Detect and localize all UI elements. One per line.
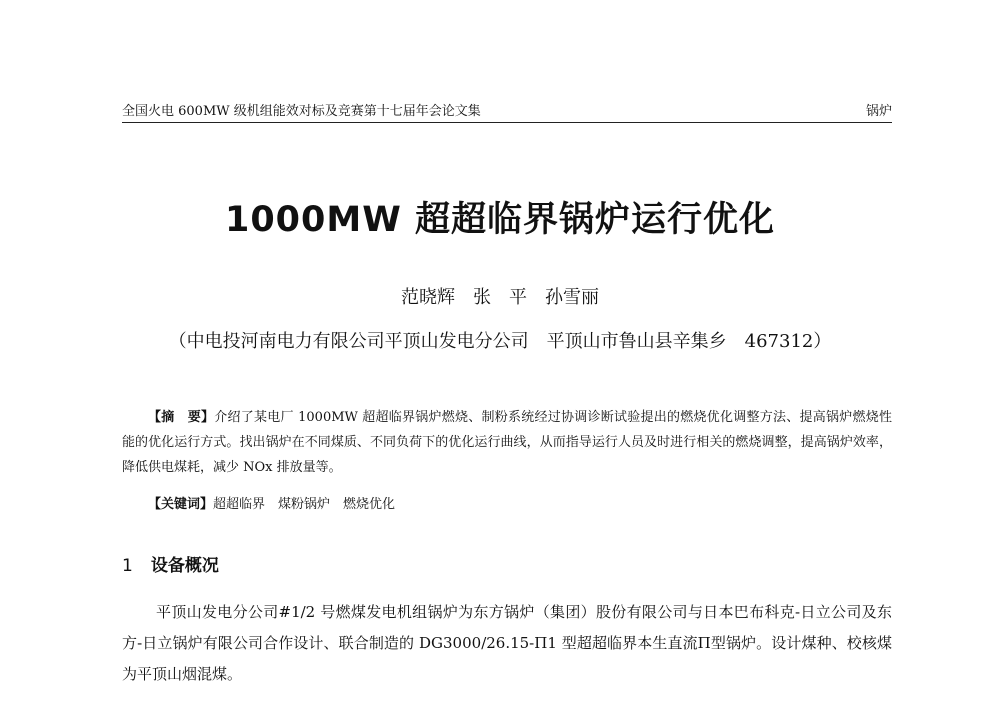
abstract [122,405,892,480]
body-paragraph: 平顶山发电分公司#1/2 号燃煤发电机组锅炉为东方锅炉（集团）股份有限公司与日本巴布科克-日立公司及东方-日立锅炉有限公司合作设计、联合制造的 DG3000/26.15-Π1 型超超临界本生直流Π型锅炉。设计煤种、校核煤为平顶山烟混煤。 [122,603,892,683]
author-affiliation: （中电投河南电力有限公司平顶山发电分公司 平顶山市鲁山县辛集乡 467312） [168,331,832,352]
paper-title: 1000MW 超超临界锅炉运行优化 [224,200,776,240]
abstract-label: 【摘 要】 [148,410,215,425]
section-title: 设备概况 [150,556,219,576]
header-section-name: 锅炉 [865,104,892,119]
author-list: 范晓辉 张 平 孙雪丽 [401,287,599,308]
keywords-label: 【关键词】 [148,497,214,512]
section-number: 1 [122,556,133,576]
abstract-text: 介绍了某电厂 1000MW 超超临界锅炉燃烧、制粉系统经过协调诊断试验提出的燃烧优化调整方法、提高锅炉燃烧性能的优化运行方式。找出锅炉在不同煤质、不同负荷下的优化运行曲线，从而指导运行人员及时进行相关的燃烧调整，提高锅炉效率，降低供电煤耗，减少 NOx 排放量等。 [122,410,892,475]
header-journal-title: 全国火电 600MW 级机组能效对标及竞赛第十七届年会论文集 [122,104,481,119]
running-header [122,103,892,123]
section-heading [122,551,219,576]
keywords-text: 超超临界 煤粉锅炉 燃烧优化 [213,497,396,512]
keywords [148,492,395,517]
